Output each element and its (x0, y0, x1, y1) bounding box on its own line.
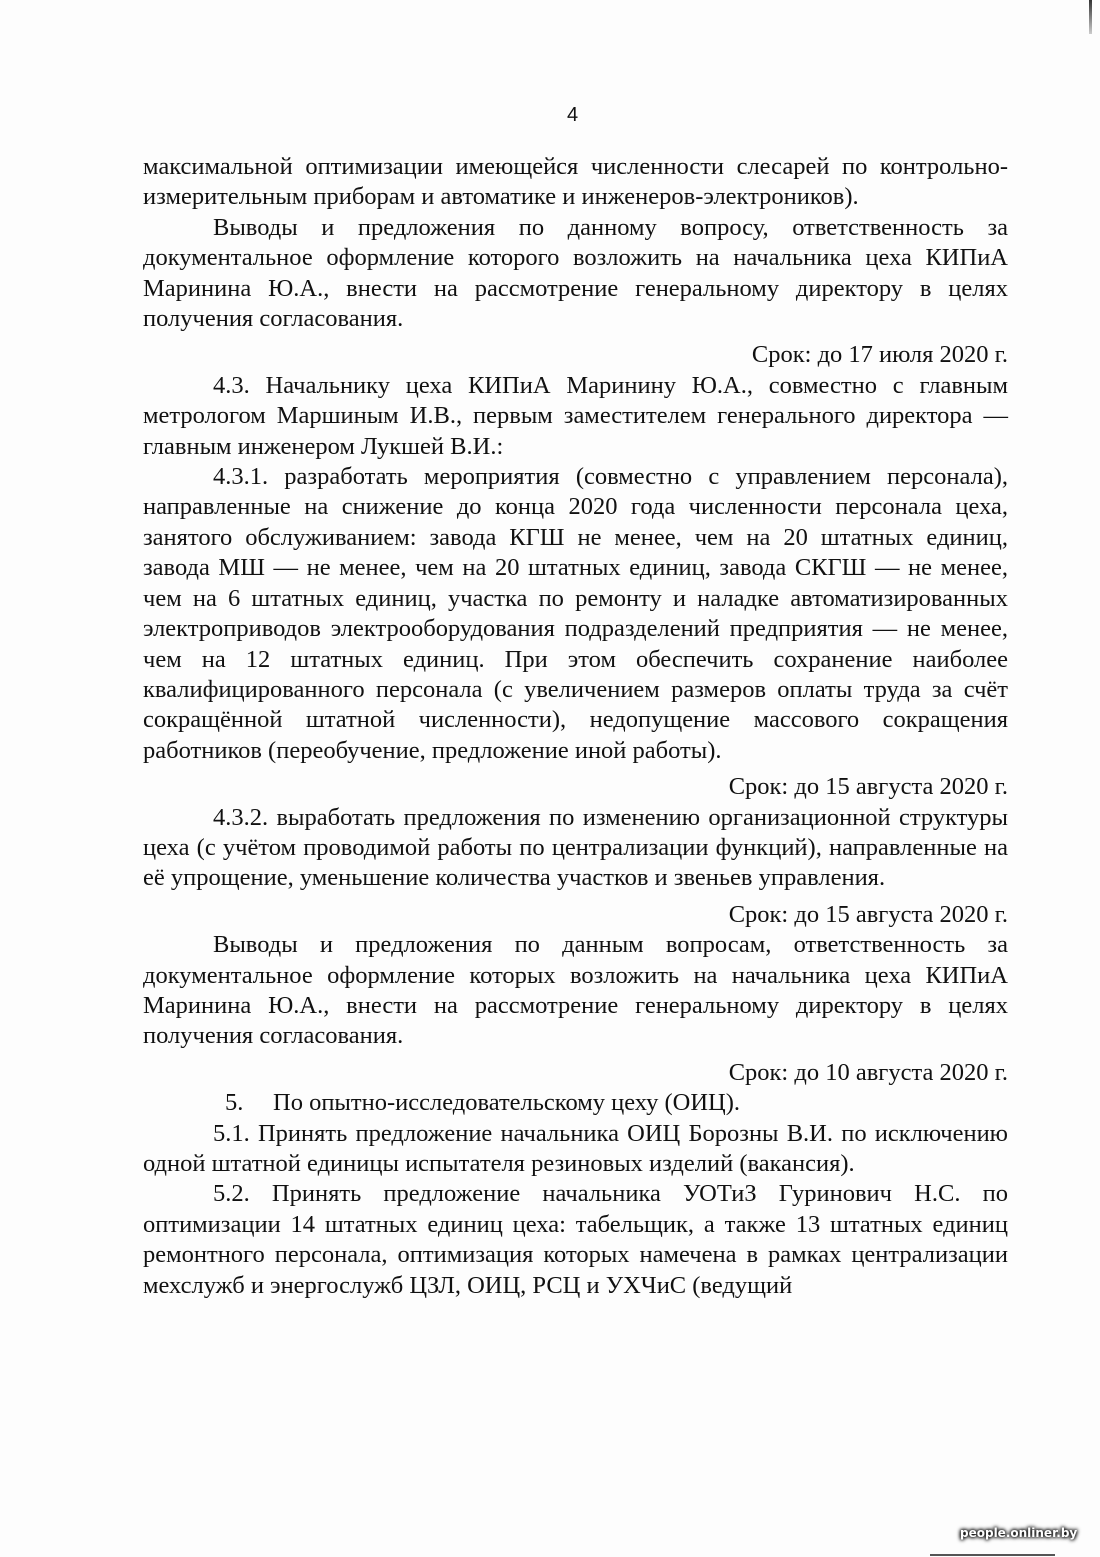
scan-edge-mark (1089, 0, 1092, 34)
watermark: people.onliner.by (960, 1526, 1078, 1540)
deadline-4: Срок: до 10 августа 2020 г. (728, 1058, 1008, 1086)
deadline-2: Срок: до 15 августа 2020 г. (728, 773, 1008, 801)
document-body (143, 152, 1008, 1301)
paragraph-continuation: максимальной оптимизации имеющейся численности слесарей по контрольно-измерительным приборам и автоматике и инженеров-электроников). (143, 153, 1008, 211)
paragraph-conclusions-1: Выводы и предложения по данному вопросу, ответственность за документальное оформление которого возложить на начальника цеха КИПиА Маринина Ю.А., внести на рассмотрение генеральному директору в целях получения согласования. (143, 213, 1008, 333)
clause-5-1: 5.1. Принять предложение начальника ОИЦ Борозны В.И. по исключению одной штатной единицы испытателя резиновых изделий (вакансия). (143, 1119, 1008, 1177)
clause-5-2: 5.2. Принять предложение начальника УОТиЗ Гуринович Н.С. по оптимизации 14 штатных единиц цеха: табельщик, а также 13 штатных единиц ремонтного персонала, оптимизация которых намечена в рамках централизации мехслужб и энергослужб ЦЗЛ, ОИЦ, РСЦ и УХЧиС (ведущий (143, 1180, 1008, 1299)
deadline-3: Срок: до 15 августа 2020 г. (728, 900, 1008, 928)
clause-4-3-2: 4.3.2. выработать предложения по изменению организационной структуры цеха (с учётом проводимой работы по централизации функций), направленные на её упрощение, уменьшение количества участков и звеньев управления. (143, 803, 1008, 892)
section-5-title: По опытно-исследовательскому цеху (ОИЦ). (273, 1089, 741, 1117)
paragraph-conclusions-2: Выводы и предложения по данным вопросам, ответственность за документальное оформление которых возложить на начальника цеха КИПиА Маринина Ю.А., внести на рассмотрение генеральному директору в целях получения согласования. (143, 931, 1008, 1050)
page-number: 4 (566, 104, 579, 126)
section-5-heading (143, 1088, 1008, 1118)
deadline-1: Срок: до 17 июля 2020 г. (751, 341, 1008, 369)
scan-bottom-line (930, 1554, 1055, 1556)
section-5-number: 5. (225, 1089, 244, 1117)
clause-4-3: 4.3. Начальнику цеха КИПиА Маринину Ю.А., совместно с главным метрологом Маршиным И.В., первым заместителем генерального директора — главным инженером Лукшей В.И.: (143, 371, 1008, 460)
clause-4-3-1: 4.3.1. разработать мероприятия (совместно с управлением персонала), направленные на снижение до конца 2020 года численности персонала цеха, занятого обслуживанием: завода КГШ не менее, чем на 20 штатных единиц, завода МШ — не менее, чем на 20 штатных единиц, завода СКГШ — не менее, чем на 6 штатных единиц, участка по ремонту и наладке автоматизированных электроприводов электрооборудования подразделений предприятия — не менее, чем на 12 штатных единиц. При этом обеспечить сохранение наиболее квалифицированного персонала (с увеличением размеров оплаты труда за счёт сокращённой штатной численности), недопущение массового сокращения работников (переобучение, предложение иной работы). (143, 463, 1008, 764)
